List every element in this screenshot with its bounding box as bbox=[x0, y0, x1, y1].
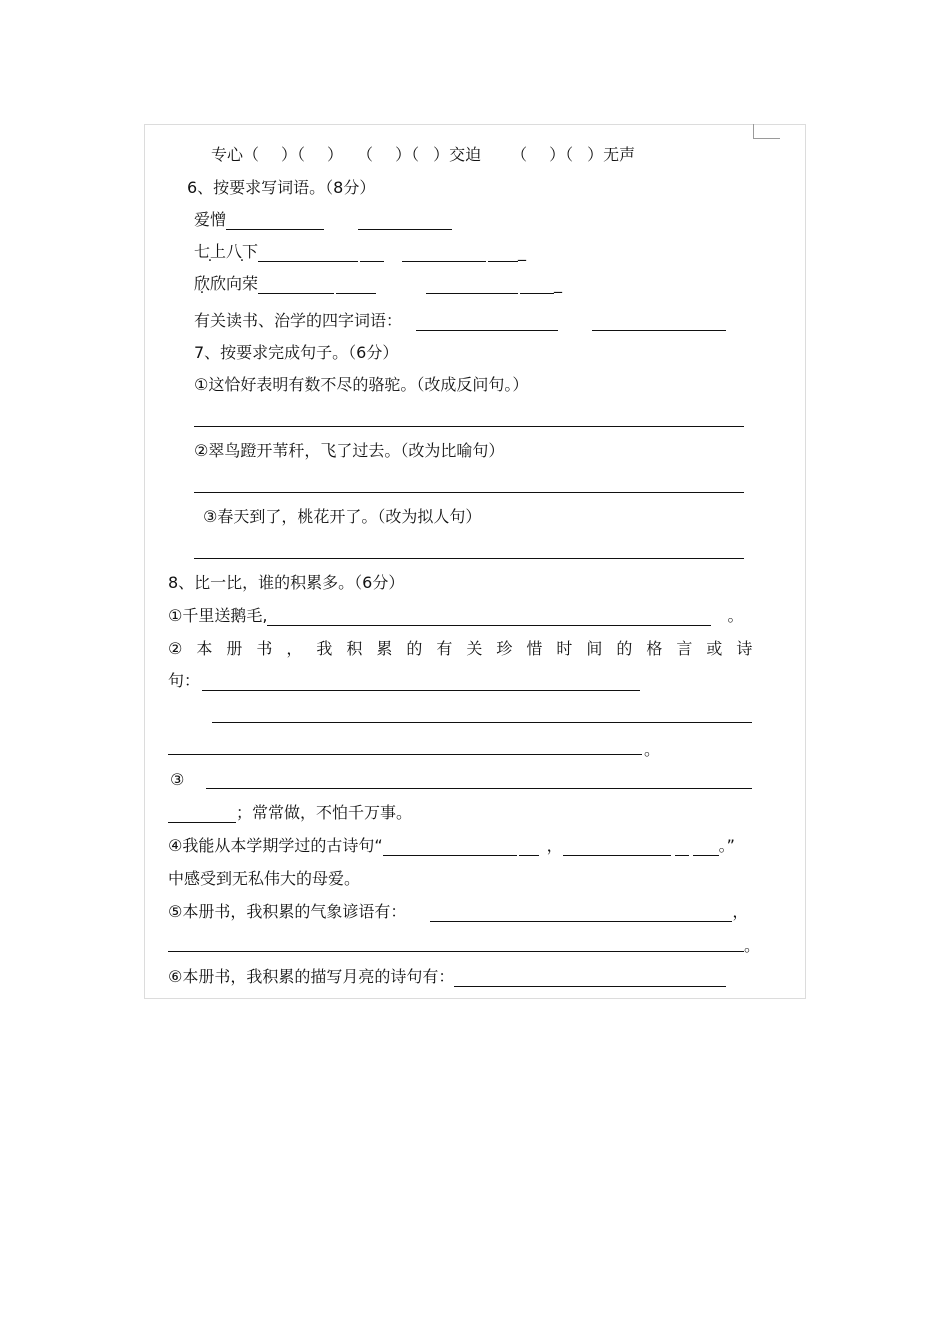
q6-xinxin-blank-2[interactable] bbox=[426, 277, 518, 294]
page-corner-mark bbox=[753, 124, 780, 139]
q8-item-1-blank-b[interactable] bbox=[403, 609, 711, 626]
q8-item-4-blank-1b[interactable] bbox=[519, 839, 539, 856]
q8-item-5-comma: ， bbox=[732, 902, 749, 921]
q8-item-6 bbox=[168, 967, 726, 987]
q6-qishang-label-b: 八下 bbox=[226, 242, 259, 261]
q8-item-5-text: ⑤本册书，我积累的气象谚语有： bbox=[168, 902, 407, 921]
q8-item-3-blank-1[interactable] bbox=[206, 788, 752, 789]
q8-item-4-end: 。” bbox=[718, 836, 735, 855]
q8-item-2-end: 。 bbox=[644, 740, 661, 759]
q7-sentence-3: ③春天到了，桃花开了。（改为拟人句） bbox=[203, 507, 482, 526]
q6-xinxin-label-b: 欣向荣 bbox=[210, 274, 259, 293]
q8-item-6-text: ⑥本册书，我积累的描写月亮的诗句有： bbox=[168, 967, 455, 986]
q6-qishang-blank-2[interactable] bbox=[402, 245, 486, 262]
idiom-fill-bracket-1: ）（ bbox=[281, 145, 306, 164]
q6-title: 6、按要求写词语。（8分） bbox=[187, 178, 376, 197]
q8-item-2-label: 句： bbox=[168, 671, 201, 690]
q8-item-4-comma: ， bbox=[546, 836, 563, 855]
q6-qishang-label-a: 七上 bbox=[194, 242, 227, 261]
q6-qishang-blank-1[interactable] bbox=[258, 245, 358, 262]
q6-dushu-blank-2[interactable] bbox=[592, 314, 726, 331]
q8-item-6-blank[interactable] bbox=[454, 970, 726, 987]
q7-sentence-1: ①这恰好表明有数不尽的骆驼。（改成反问句。） bbox=[194, 375, 529, 394]
q6-aizeng-blank-1[interactable] bbox=[226, 213, 324, 230]
q8-item-4-line-2: 中感受到无私伟大的母爱。 bbox=[168, 869, 361, 888]
q8-item-2-blank-2[interactable] bbox=[212, 722, 752, 723]
q6-xinxin-blank-2b[interactable] bbox=[520, 277, 554, 294]
idiom-fill-bracket-2: ） bbox=[327, 145, 344, 164]
q6-dushu-blank-1[interactable] bbox=[416, 314, 558, 331]
q7-sentence-2: ②翠鸟蹬开苇秆，飞了过去。（改为比喻句） bbox=[194, 441, 505, 460]
q6-xinxin-label-a: 欣 bbox=[194, 274, 211, 293]
idiom-fill-wusheng: ）无声 bbox=[587, 145, 636, 164]
idiom-fill-bracket-5: （ bbox=[511, 145, 528, 164]
q8-item-4-text: ④我能从本学期学过的古诗句“ bbox=[168, 836, 383, 855]
q8-item-5-end: 。 bbox=[744, 936, 761, 955]
q8-item-4-blank-2c[interactable] bbox=[693, 839, 719, 856]
q6-aizeng-blank-2[interactable] bbox=[358, 213, 452, 230]
q6-xinxin-blank-1b[interactable] bbox=[336, 277, 376, 294]
q8-item-2-line-2 bbox=[168, 671, 640, 691]
q8-item-1-end: 。 bbox=[727, 606, 744, 625]
q8-item-5-blank-1[interactable] bbox=[430, 905, 574, 922]
q8-item-3-line-2 bbox=[168, 803, 412, 823]
q8-item-2-blank-1[interactable] bbox=[202, 674, 640, 691]
q7-answer-line-2[interactable] bbox=[194, 492, 744, 493]
q8-item-4-blank-1[interactable] bbox=[383, 839, 517, 856]
q6-item-xinxin bbox=[194, 274, 562, 294]
q8-item-2-blank-3[interactable] bbox=[168, 754, 642, 755]
q6-qishang-blank-2b[interactable] bbox=[488, 245, 518, 262]
q8-item-1 bbox=[168, 606, 743, 626]
idiom-fill-text-start: 专心（ bbox=[211, 145, 260, 164]
q8-item-1-text: ①千里送鹅毛, bbox=[168, 606, 268, 625]
q7-title: 7、按要求完成句子。（6分） bbox=[194, 343, 399, 362]
q7-answer-line-1[interactable] bbox=[194, 426, 744, 427]
q6-xinxin-blank-1[interactable] bbox=[258, 277, 334, 294]
q8-item-5 bbox=[168, 902, 748, 922]
q8-title: 8、比一比，谁的积累多。（6分） bbox=[168, 573, 405, 592]
q6-item-dushu bbox=[194, 311, 726, 331]
idiom-fill-bracket-4: ）（ bbox=[395, 145, 420, 164]
q8-item-5-blank-1b[interactable] bbox=[574, 905, 732, 922]
q7-answer-line-3[interactable] bbox=[194, 558, 744, 559]
q6-item-aizeng bbox=[194, 210, 452, 230]
q6-qishang-tail: _ bbox=[518, 242, 527, 261]
q8-item-4 bbox=[168, 836, 735, 856]
idiom-fill-bracket-6: ）（ bbox=[549, 145, 574, 164]
q8-item-3-blank-2[interactable] bbox=[168, 806, 236, 823]
q8-item-3-tail: ；常常做，不怕千万事。 bbox=[236, 803, 413, 822]
q6-item-aizeng-label: 爱憎 bbox=[194, 210, 227, 229]
q8-item-4-blank-2[interactable] bbox=[563, 839, 671, 856]
idiom-fill-bracket-3: （ bbox=[357, 145, 374, 164]
q6-qishang-blank-1b[interactable] bbox=[360, 245, 384, 262]
q8-item-3-mark: ③ bbox=[170, 770, 185, 789]
q6-item-qishang bbox=[194, 242, 526, 262]
q8-item-5-blank-2[interactable] bbox=[168, 951, 744, 952]
q8-item-4-blank-2b[interactable] bbox=[675, 839, 689, 856]
idiom-fill-jiaopo: ）交迫 bbox=[433, 145, 482, 164]
q8-item-1-blank-a[interactable] bbox=[267, 609, 403, 626]
idiom-fill-row bbox=[211, 145, 635, 165]
q6-dushu-label: 有关读书、治学的四字词语： bbox=[194, 311, 403, 330]
q6-xinxin-tail: _ bbox=[554, 274, 563, 293]
q8-item-2-line-1: ②本册书，我积累的有关珍惜时间的格言或诗 bbox=[168, 639, 767, 658]
